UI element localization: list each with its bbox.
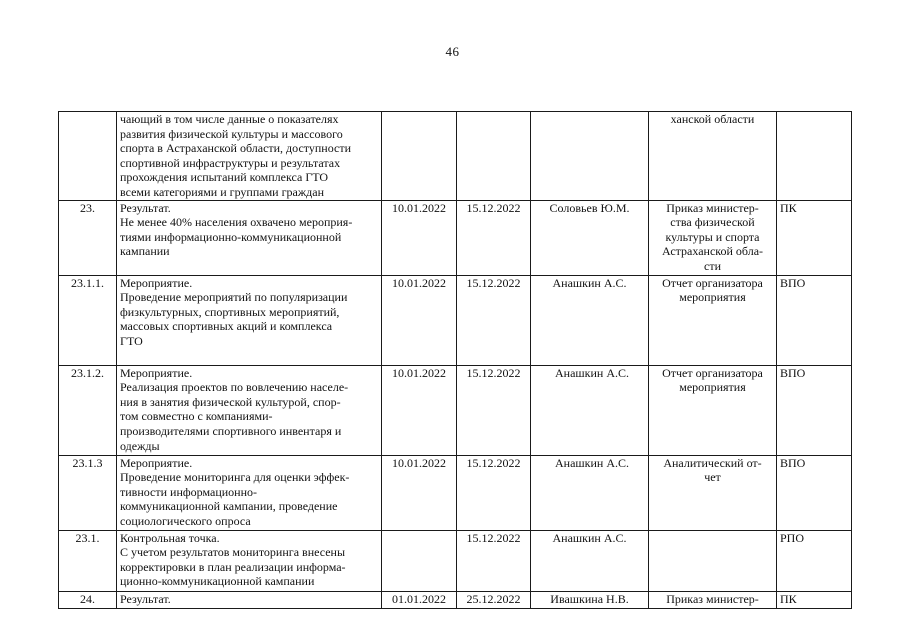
row-end-date: 15.12.2022 [457, 275, 531, 365]
row-responsible [531, 112, 649, 201]
row-responsible: Ивашкина Н.В. [531, 591, 649, 608]
row-document [649, 530, 777, 591]
row-responsible: Соловьев Ю.М. [531, 200, 649, 275]
row-responsible: Анашкин А.С. [531, 455, 649, 530]
row-description: Контрольная точка. С учетом результатов мониторинга внесены корректировки в план реализации информа- ционно-коммуникационной кампании [117, 530, 382, 591]
row-kind: РПО [777, 530, 852, 591]
row-document: Приказ министер- [649, 591, 777, 608]
plan-table [58, 111, 852, 609]
table-row [59, 200, 852, 275]
row-description: Результат. [117, 591, 382, 608]
row-document: Приказ министер- ства физической культуры и спорта Астраханской обла- сти [649, 200, 777, 275]
row-document: Отчет организатора мероприятия [649, 275, 777, 365]
row-kind: ВПО [777, 365, 852, 455]
row-start-date: 10.01.2022 [382, 455, 457, 530]
row-kind [777, 112, 852, 201]
row-start-date [382, 112, 457, 201]
row-end-date: 25.12.2022 [457, 591, 531, 608]
row-number: 24. [59, 591, 117, 608]
row-document: Отчет организатора мероприятия [649, 365, 777, 455]
row-start-date: 10.01.2022 [382, 365, 457, 455]
row-description: чающий в том числе данные о показателях развития физической культуры и массового спорта в Астраханской области, доступности спортивной инфраструктуры и результатах прохождения испытаний комплекса ГТО всеми категориями и группами граждан [117, 112, 382, 201]
row-description: Результат. Не менее 40% населения охвачено мероприя- тиями информационно-коммуникационной кампании [117, 200, 382, 275]
row-number: 23.1.1. [59, 275, 117, 365]
row-end-date: 15.12.2022 [457, 455, 531, 530]
row-document: Аналитический от- чет [649, 455, 777, 530]
row-start-date [382, 530, 457, 591]
row-responsible: Анашкин А.С. [531, 365, 649, 455]
row-number [59, 112, 117, 201]
table-row [59, 591, 852, 608]
row-kind: ВПО [777, 455, 852, 530]
row-description: Мероприятие. Реализация проектов по вовлечению населе- ния в занятия физической культурой, спор- том совместно с компаниями- производителями спортивного инвентаря и одежды [117, 365, 382, 455]
row-end-date: 15.12.2022 [457, 530, 531, 591]
table-row [59, 455, 852, 530]
row-responsible: Анашкин А.С. [531, 275, 649, 365]
row-end-date: 15.12.2022 [457, 365, 531, 455]
row-start-date: 01.01.2022 [382, 591, 457, 608]
row-document: ханской области [649, 112, 777, 201]
row-number: 23.1.2. [59, 365, 117, 455]
row-end-date: 15.12.2022 [457, 200, 531, 275]
table-row [59, 365, 852, 455]
row-number: 23.1.3 [59, 455, 117, 530]
row-start-date: 10.01.2022 [382, 275, 457, 365]
row-description: Мероприятие. Проведение мониторинга для оценки эффек- тивности информационно- коммуникационной кампании, проведение социологического опроса [117, 455, 382, 530]
row-responsible: Анашкин А.С. [531, 530, 649, 591]
plan-table-body [59, 112, 852, 609]
row-kind: ВПО [777, 275, 852, 365]
table-row [59, 275, 852, 365]
page-number: 46 [445, 44, 460, 59]
row-kind: ПК [777, 591, 852, 608]
row-number: 23.1. [59, 530, 117, 591]
row-description: Мероприятие. Проведение мероприятий по популяризации физкультурных, спортивных мероприятий, массовых спортивных акций и комплекса ГТО [117, 275, 382, 365]
table-row [59, 530, 852, 591]
row-kind: ПК [777, 200, 852, 275]
row-number: 23. [59, 200, 117, 275]
row-end-date [457, 112, 531, 201]
row-start-date: 10.01.2022 [382, 200, 457, 275]
table-row [59, 112, 852, 201]
